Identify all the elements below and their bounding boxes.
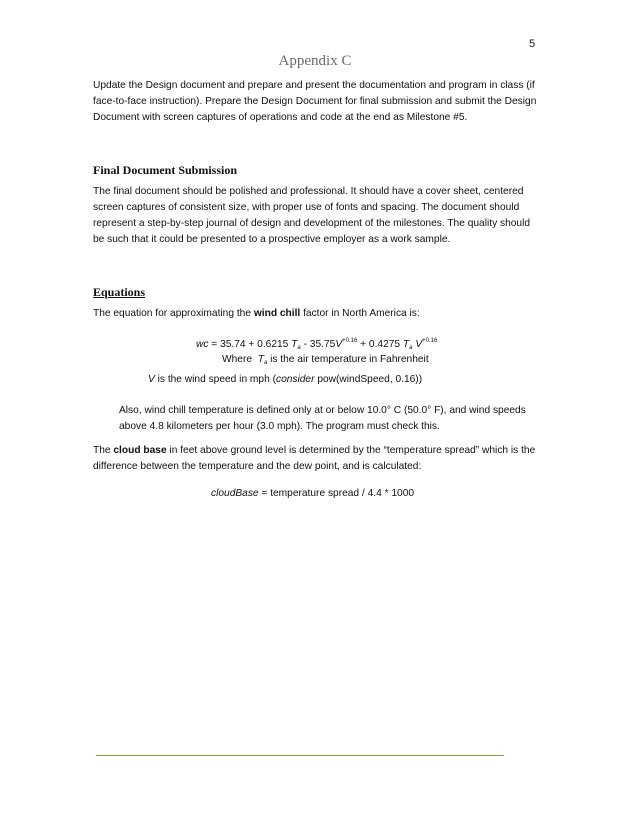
equations-heading: Equations xyxy=(93,285,146,299)
windchill-formula: wc = 35.74 + 0.6215 $T_a - 35.75V^{+0.16} + 0.4275$ $T_a$ $V^{+0.16}$ xyxy=(196,338,438,351)
windchill-intro: The equation for approximating the wind chill factor in North America is: xyxy=(93,308,420,319)
cloudbase-formula: cloudBase = temperature spread / 4.4 * 1000 xyxy=(211,488,415,499)
intro-paragraph: Update the Design document and prepare and present the documentation and program in class (if face-to-face instruction). Prepare the Design Document for final submission and submit the Design Document with screen captures of operations and code at the end as Milestone #5. xyxy=(93,80,537,123)
final-submission-paragraph: The final document should be polished and professional. It should have a cover sheet, centered screen captures of consistent size, with proper use of fonts and spacing. The document should represent a step-by-step journal of design and development of the milestones. The quality should be such that it could be presented to a prospective employer as a work sample. xyxy=(93,186,531,245)
where-line: Where $T_a$ is the air temperature in Fahrenheit xyxy=(222,354,429,366)
cloud-base-paragraph: The cloud base in feet above ground level is determined by the “temperature spread” which is the difference between the temperature and the dew point, and is calculated: xyxy=(93,445,536,472)
windchill-note: Also, wind chill temperature is defined only at or below 10.0° C (50.0° F), and wind speeds above 4.8 kilometers per hour (3.0 mph). The program must check this. xyxy=(119,405,526,432)
appendix-title: Appendix C xyxy=(278,53,352,69)
wind-chill-term: wind chill xyxy=(253,308,301,319)
footer-rule xyxy=(96,755,504,756)
cloud-base-term: cloud base xyxy=(113,445,167,456)
wind-speed-line: V is the wind speed in mph (consider pow(windSpeed, 0.16)) xyxy=(148,374,423,385)
page-number: 5 xyxy=(529,38,536,50)
final-submission-heading: Final Document Submission xyxy=(93,163,238,177)
